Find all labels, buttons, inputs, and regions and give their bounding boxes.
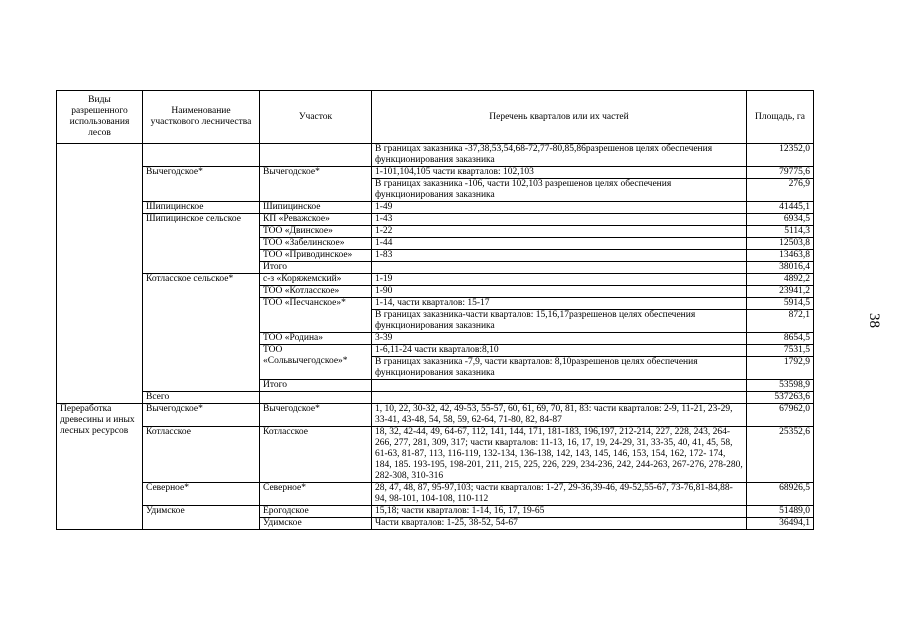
table-row (57, 506, 814, 518)
plot-cell: Шипицинское (260, 202, 372, 214)
plot-cell: Итого (260, 262, 372, 274)
plot-cell: Вычегодское* (260, 167, 372, 202)
plot-cell: ТОО «Песчанское»* (260, 298, 372, 333)
plot-cell: ТОО «Приводинское» (260, 250, 372, 262)
header-area: Площадь, га (747, 91, 814, 144)
forestry-cell: Всего (143, 392, 260, 404)
plot-cell: ТОО «Забелинское» (260, 238, 372, 250)
plot-cell: Ерогодское (260, 506, 372, 518)
area-cell: 537263,6 (747, 392, 814, 404)
quarters-cell: 18, 32, 42-44, 49, 64-67, 112, 141, 144, 171, 181-183, 196,197, 212-214, 227, 228, 243, 264-266, 277, 281, 309, 317; части кварталов: 11-13, 16, 17, 19, 24-29, 31, 33-35, 40, 41, 45, 58, 61-63, 81-87, 113, 116-119, 132-134, 136-138, 142, 143, 145, 146, 153, 154, 162, 172- 174, 184, 185. 193-195, 198-201, 211, 215, 225, 226, 229, 234-236, 242, 244-263, 267-276, 278-280, 282-308, 310-316 (372, 427, 747, 483)
forestry-cell: Шипицинское сельское (143, 214, 260, 274)
table-row (57, 214, 814, 226)
quarters-cell: 1-90 (372, 286, 747, 298)
forestry-cell: Шипицинское (143, 202, 260, 214)
quarters-cell (372, 392, 747, 404)
use-type-cell (57, 144, 143, 404)
table-row (57, 274, 814, 286)
plot-cell: Северное* (260, 483, 372, 506)
area-cell: 38016,4 (747, 262, 814, 274)
area-cell: 5914,5 (747, 298, 814, 310)
table-row (57, 404, 814, 427)
quarters-cell: 1-6,11-24 части кварталов:8,10 (372, 345, 747, 357)
area-cell: 67962,0 (747, 404, 814, 427)
quarters-cell: В границах заказника -37,38,53,54,68-72,77-80,85,86разрешенов целях обеспечения функционирования заказника (372, 144, 747, 167)
quarters-cell (372, 380, 747, 392)
quarters-cell: 1-101,104,105 части кварталов: 102,103 (372, 167, 747, 179)
forestry-cell: Удимское (143, 506, 260, 530)
plot-cell: Итого (260, 380, 372, 392)
table-row (57, 167, 814, 179)
quarters-cell: 1-22 (372, 226, 747, 238)
area-cell: 7531,5 (747, 345, 814, 357)
header-use-type: Виды разрешенного использования лесов (57, 91, 143, 144)
header-quarters: Перечень кварталов или их частей (372, 91, 747, 144)
quarters-cell: 3-39 (372, 333, 747, 345)
area-cell: 276,9 (747, 179, 814, 202)
plot-cell: ТОО «Сольвычегодское»* (260, 345, 372, 380)
plot-cell (260, 392, 372, 404)
quarters-cell (372, 262, 747, 274)
plot-cell: ТОО «Родина» (260, 333, 372, 345)
area-cell: 23941,2 (747, 286, 814, 298)
table-row (57, 202, 814, 214)
area-cell: 68926,5 (747, 483, 814, 506)
forest-use-table (56, 90, 814, 530)
plot-cell: Вычегодское* (260, 404, 372, 427)
table-row (57, 483, 814, 506)
table-row (57, 427, 814, 483)
area-cell: 51489,0 (747, 506, 814, 518)
plot-cell (260, 144, 372, 167)
area-cell: 79775,6 (747, 167, 814, 179)
quarters-cell: 1-14, части кварталов: 15-17 (372, 298, 747, 310)
forestry-cell: Вычегодское* (143, 167, 260, 202)
quarters-cell: 1, 10, 22, 30-32, 42, 49-53, 55-57, 60, 61, 69, 70, 81, 83: части кварталов: 2-9, 11-21, 23-29, 33-41, 43-48, 54, 58, 59, 62-64, 71-80, 82, 84-87 (372, 404, 747, 427)
plot-cell: ТОО «Котласское» (260, 286, 372, 298)
quarters-cell: 15,18; части кварталов: 1-14, 16, 17, 19-65 (372, 506, 747, 518)
quarters-cell: 1-43 (372, 214, 747, 226)
plot-cell: КП «Реважское» (260, 214, 372, 226)
forestry-cell: Северное* (143, 483, 260, 506)
quarters-cell: Части кварталов: 1-25, 38-52, 54-67 (372, 518, 747, 530)
quarters-cell: В границах заказника -7,9, части кварталов: 8,10разрешенов целях обеспечения функционирования заказника (372, 357, 747, 380)
quarters-cell: В границах заказника -106, части 102,103 разрешенов целях обеспечения функционирования заказника (372, 179, 747, 202)
forestry-cell: Котласское сельское* (143, 274, 260, 392)
quarters-cell: 1-83 (372, 250, 747, 262)
plot-cell: Котласское (260, 427, 372, 483)
area-cell: 5114,3 (747, 226, 814, 238)
area-cell: 41445,1 (747, 202, 814, 214)
area-cell: 36494,1 (747, 518, 814, 530)
forestry-cell: Котласское (143, 427, 260, 483)
area-cell: 25352,6 (747, 427, 814, 483)
area-cell: 8654,5 (747, 333, 814, 345)
quarters-cell: 1-19 (372, 274, 747, 286)
table-row (57, 144, 814, 167)
forestry-cell (143, 144, 260, 167)
plot-cell: ТОО «Двинское» (260, 226, 372, 238)
use-type-cell: Переработка древесины и иных лесных ресурсов (57, 404, 143, 530)
quarters-cell: 1-44 (372, 238, 747, 250)
area-cell: 12503,8 (747, 238, 814, 250)
quarters-cell: 28, 47, 48, 87, 95-97,103; части кварталов: 1-27, 29-36,39-46, 49-52,55-67, 73-76,81-84,88-94, 98-101, 104-108, 110-112 (372, 483, 747, 506)
header-plot: Участок (260, 91, 372, 144)
quarters-cell: 1-49 (372, 202, 747, 214)
plot-cell: Удимское (260, 518, 372, 530)
page-number: 38 (866, 313, 882, 328)
table-header-row (57, 91, 814, 144)
header-forestry: Наименование участкового лесничества (143, 91, 260, 144)
forestry-cell: Вычегодское* (143, 404, 260, 427)
table-row (57, 392, 814, 404)
quarters-cell: В границах заказника-части кварталов: 15,16,17разрешенов целях обеспечения функционирования заказника (372, 310, 747, 333)
area-cell: 1792,9 (747, 357, 814, 380)
area-cell: 53598,9 (747, 380, 814, 392)
area-cell: 13463,8 (747, 250, 814, 262)
area-cell: 872,1 (747, 310, 814, 333)
plot-cell: с-з «Коряжемский» (260, 274, 372, 286)
area-cell: 12352,0 (747, 144, 814, 167)
area-cell: 6934,5 (747, 214, 814, 226)
area-cell: 4892,2 (747, 274, 814, 286)
